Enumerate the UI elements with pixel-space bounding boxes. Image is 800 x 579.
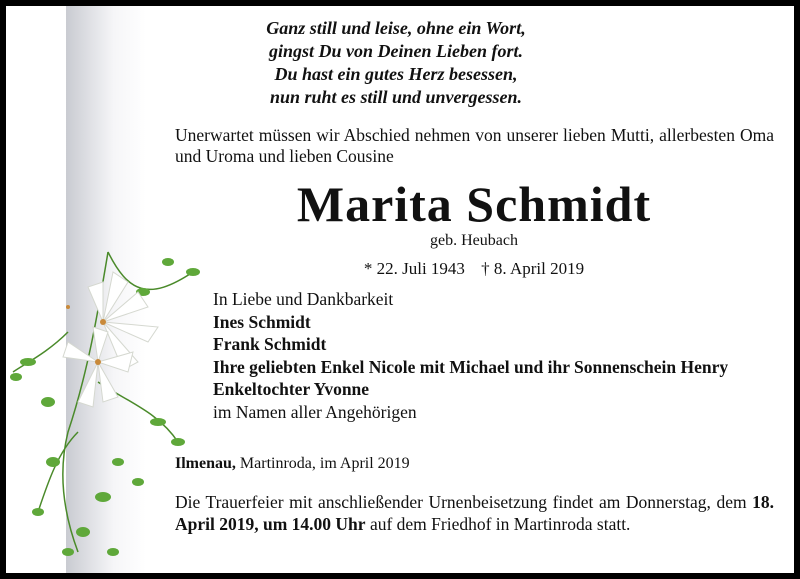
poem-line: gingst Du von Deinen Lieben fort. (268, 41, 523, 61)
place-date-line (175, 455, 410, 473)
funeral-text-end: auf dem Friedhof in Martinroda statt. (365, 513, 631, 534)
obituary-card (6, 6, 794, 573)
place-city: Ilmenau, (175, 455, 236, 472)
life-dates (174, 259, 774, 279)
mourner-name: Ihre geliebten Enkel Nicole mit Michael und ihr Sonnenschein Henry (213, 356, 729, 377)
mourners-list (213, 288, 783, 423)
death-date: † 8. April 2019 (481, 259, 585, 278)
mourners-opening: In Liebe und Dankbarkeit (213, 289, 394, 309)
place-rest: Martinroda, im April 2019 (235, 455, 410, 472)
deceased-name: Marita Schmidt (296, 176, 652, 232)
mourner-name: Enkeltochter Yvonne (213, 379, 370, 399)
maiden-name: geb. Heubach (430, 232, 518, 249)
mourner-name: Frank Schmidt (213, 334, 327, 354)
mourners-closing: im Namen aller Angehörigen (213, 401, 417, 422)
poem-line: nun ruht es still und unvergessen. (269, 87, 523, 107)
mourner-name: Ines Schmidt (213, 311, 311, 332)
poem (206, 17, 586, 109)
poem-line: Du hast ein gutes Herz besessen, (274, 64, 518, 84)
funeral-date-time: 18. April 2019, um 14.00 Uhr (175, 492, 774, 534)
intro-text: Unerwartet müssen wir Abschied nehmen von unserer lieben Mutti, allerbesten Oma und Uroma und lieben Cousine (175, 125, 774, 166)
poem-line: Ganz still und leise, ohne ein Wort, (266, 18, 526, 38)
funeral-notice (175, 492, 774, 535)
birth-date: * 22. Juli 1943 (363, 259, 465, 278)
funeral-text: Die Trauerfeier mit anschließender Urnenbeisetzung findet am Donnerstag, dem (175, 492, 753, 512)
